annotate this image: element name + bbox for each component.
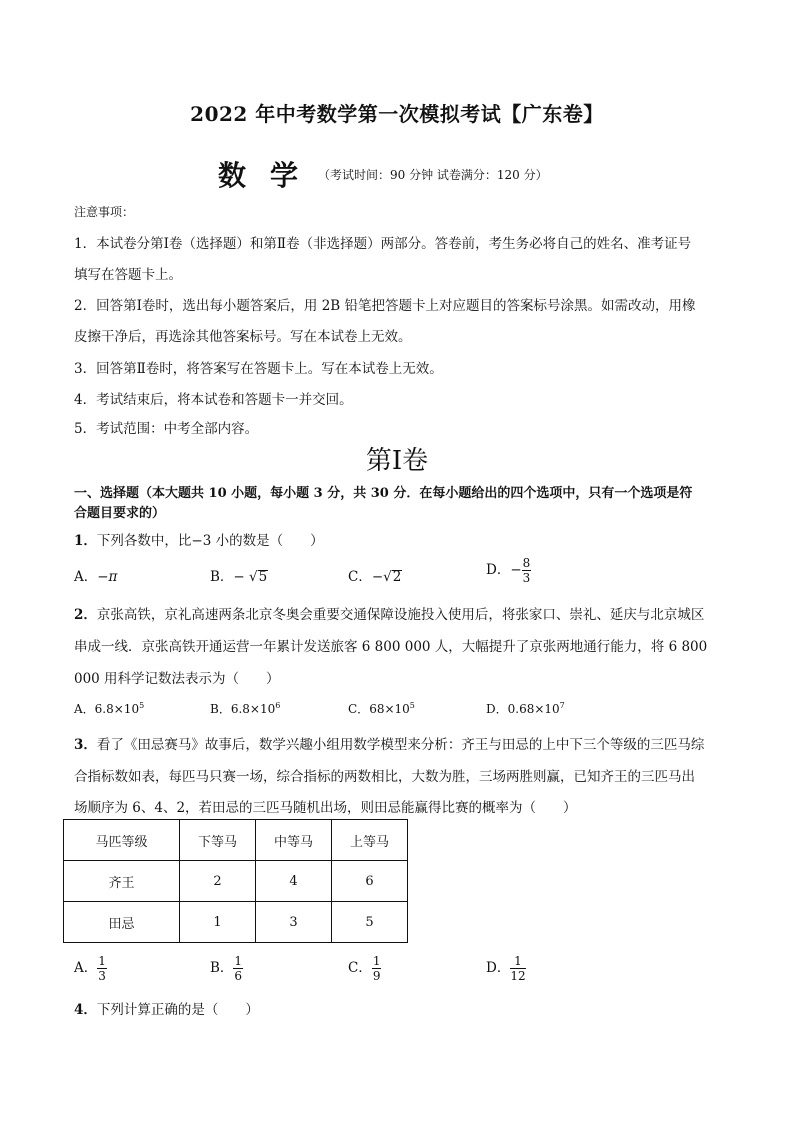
- question-number: 1．: [74, 533, 97, 549]
- exam-info: （考试时间：90 分钟 试卷满分：120 分）: [318, 168, 548, 182]
- option-text: 68×10: [369, 702, 410, 716]
- table-header-cell: 上等马: [332, 820, 408, 861]
- fraction: [510, 954, 525, 983]
- question-3-line: 合指标数如表，每匹马只赛一场，综合指标的两数相比，大数为胜，三场两胜则赢，已知齐王的三匹马出: [74, 769, 695, 785]
- option-label: A．: [74, 960, 98, 976]
- option-text: −: [510, 562, 522, 578]
- table-cell: 2: [180, 861, 256, 902]
- note-line: 5．考试范围：中考全部内容。: [74, 421, 259, 437]
- radicand: 5: [258, 569, 268, 585]
- q2-option-a[interactable]: [74, 700, 144, 717]
- exponent: 7: [559, 701, 565, 710]
- numerator: 1: [98, 954, 106, 968]
- denominator: 9: [372, 969, 381, 983]
- option-label: C．: [348, 702, 370, 716]
- table-cell: 齐王: [64, 861, 180, 902]
- note-line: 2．回答第Ⅰ卷时，选出每小题答案后，用 2B 铅笔把答题卡上对应题目的答案标号涂黑。如需改动，用橡: [74, 298, 696, 314]
- option-label: B．: [210, 569, 234, 585]
- option-label: C．: [348, 569, 372, 585]
- exponent: 5: [139, 701, 145, 710]
- option-label: D．: [486, 562, 511, 578]
- part-heading: 一、选择题（本大题共 10 小题，每小题 3 分，共 30 分．在每小题给出的四个选项中，只有一个选项是符: [74, 486, 693, 501]
- denominator: 3: [522, 571, 531, 585]
- question-2: [74, 603, 704, 623]
- option-text: 6.8×10: [230, 702, 276, 716]
- question-2-line: 串成一线．京张高铁开通运营一年累计发送旅客 6 800 000 人，大幅提升了京张两地通行能力，将 6 800: [74, 639, 708, 655]
- fraction: [372, 954, 382, 983]
- option-text: −: [233, 569, 245, 585]
- q1-option-a[interactable]: [74, 565, 117, 585]
- option-text: −: [371, 569, 384, 585]
- option-label: B．: [210, 702, 231, 716]
- table-header-cell: 下等马: [180, 820, 256, 861]
- section-title: 第Ⅰ卷: [365, 446, 429, 476]
- question-number: 3．: [74, 737, 97, 753]
- q3-option-c[interactable]: [348, 954, 381, 983]
- q3-option-d[interactable]: [486, 954, 526, 983]
- table-row: [64, 861, 408, 902]
- notes-heading: 注意事项：: [74, 205, 135, 219]
- table-cell: 3: [256, 902, 332, 943]
- note-line: 1．本试卷分第Ⅰ卷（选择题）和第Ⅱ卷（非选择题）两部分。答卷前，考生务必将自己的姓名、准考证号: [74, 236, 692, 252]
- denominator: 12: [510, 969, 526, 983]
- numerator: 8: [522, 556, 531, 570]
- radicand: 2: [392, 569, 402, 585]
- option-label: D．: [486, 702, 508, 716]
- page-title: 2022 年中考数学第一次模拟考试【广东卷】: [190, 102, 604, 126]
- denominator: 3: [98, 969, 106, 983]
- fraction: [233, 954, 243, 983]
- part-heading: 合题目要求的）: [74, 506, 166, 521]
- question-1: [74, 529, 324, 549]
- note-line: 4．考试结束后，将本试卷和答题卡一并交回。: [74, 392, 353, 408]
- question-stem: 京张高铁，京礼高速两条北京冬奥会重要交通保障设施投入使用后，将张家口、崇礼、延庆与北京城区: [96, 607, 705, 623]
- q1-option-b[interactable]: B．− √5: [210, 569, 268, 585]
- note-line: 3．回答第Ⅱ卷时，将答案写在答题卡上。写在本试卷上无效。: [74, 361, 443, 377]
- option-label: B．: [210, 960, 234, 976]
- question-stem: 看了《田忌赛马》故事后，数学兴趣小组用数学模型来分析：齐王与田忌的上中下三个等级的三匹马综: [96, 737, 705, 753]
- q2-option-b[interactable]: [210, 700, 280, 717]
- table-cell: 5: [332, 902, 408, 943]
- question-2-line: 000 用科学记数法表示为（ ）: [74, 671, 280, 687]
- table-row: [64, 902, 408, 943]
- option-text: 0.68×10: [507, 702, 560, 716]
- numerator: 1: [372, 954, 381, 968]
- table-cell: 田忌: [64, 902, 180, 943]
- exponent: 6: [275, 701, 281, 710]
- denominator: 6: [234, 969, 243, 983]
- table-cell: 4: [256, 861, 332, 902]
- question-stem: 下列计算正确的是（ ）: [96, 1002, 259, 1018]
- table-header-row: [64, 820, 408, 861]
- subject-heading: 数学: [218, 159, 323, 192]
- q1-option-c[interactable]: C．−√2: [348, 569, 402, 585]
- q2-option-d[interactable]: [486, 700, 565, 717]
- numerator: 1: [510, 954, 525, 969]
- q2-option-c[interactable]: [348, 700, 415, 717]
- option-label: D．: [486, 960, 511, 976]
- horse-table: [63, 819, 408, 943]
- question-number: 2．: [74, 607, 97, 623]
- q3-option-b[interactable]: [210, 954, 243, 983]
- numerator: 1: [234, 954, 243, 968]
- table-cell: 1: [180, 902, 256, 943]
- fraction: [522, 556, 532, 585]
- option-label: C．: [348, 960, 372, 976]
- fraction: [97, 954, 107, 983]
- exponent: 5: [409, 701, 415, 710]
- option-label: A．: [74, 569, 98, 585]
- table-header-cell: 马匹等级: [64, 820, 180, 861]
- question-stem: 下列各数中，比−3 小的数是（ ）: [96, 533, 324, 549]
- question-number: 4．: [74, 1002, 97, 1018]
- q1-option-d[interactable]: [486, 556, 531, 585]
- question-3-line: 场顺序为 6、4、2，若田忌的三匹马随机出场，则田忌能赢得比赛的概率为（ ）: [74, 800, 577, 816]
- option-label: A．: [74, 702, 95, 716]
- table-header-cell: 中等马: [256, 820, 332, 861]
- option-text: 6.8×10: [94, 702, 140, 716]
- note-line: 皮擦干净后，再选涂其他答案标号。写在本试卷上无效。: [74, 329, 412, 345]
- table-cell: 6: [332, 861, 408, 902]
- option-text: −π: [97, 569, 118, 585]
- question-3: [74, 733, 704, 753]
- q3-option-a[interactable]: [74, 954, 107, 983]
- note-line: 填写在答题卡上。: [74, 267, 182, 283]
- question-4: [74, 998, 259, 1018]
